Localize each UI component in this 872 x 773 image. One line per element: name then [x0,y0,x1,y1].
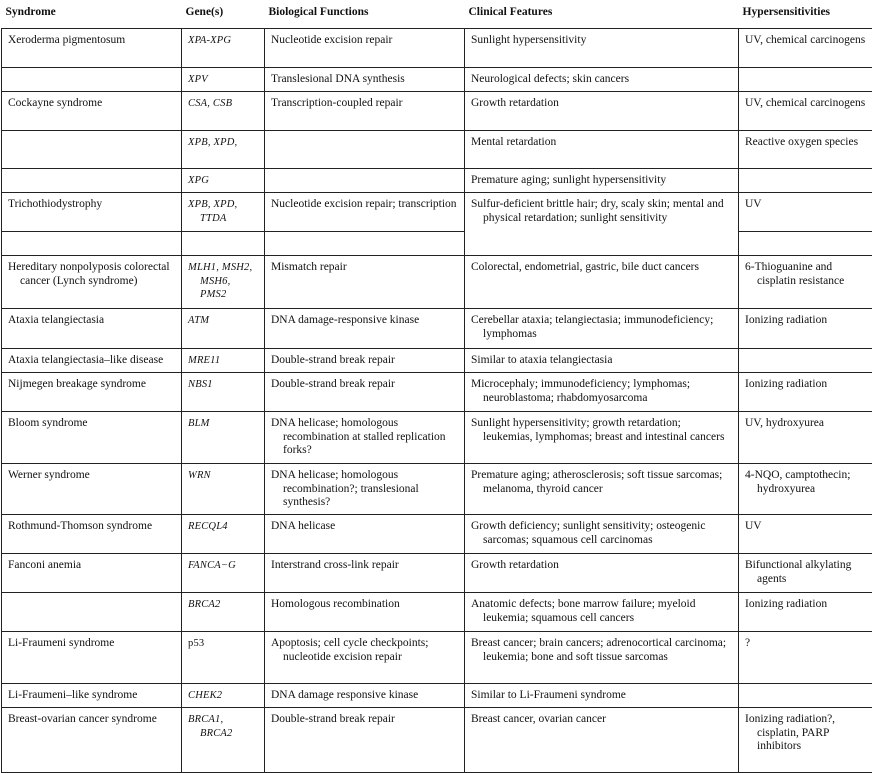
header-biological-functions: Biological Functions [265,0,465,29]
syndrome-text: Bloom syndrome [8,417,175,431]
syndrome-cell [2,68,182,92]
table-row [2,373,872,412]
genes-cell [182,515,265,554]
hypersensitivity-cell [739,256,872,309]
table-row [2,464,872,515]
table-row [2,349,872,373]
genes-text: ATM [188,314,258,328]
hypersensitivity-cell [739,684,872,708]
hypersensitivity-cell [739,131,872,169]
syndrome-text: Fanconi anemia [8,559,175,573]
function-text: DNA damage-responsive kinase [271,314,458,328]
function-cell [265,256,465,309]
hypersensitivity-text: Ionizing radiation [745,378,866,392]
clinical-cell [465,169,739,193]
syndrome-cell [2,193,182,232]
syndrome-text: Cockayne syndrome [8,97,175,111]
header-hypersensitivities: Hypersensitivities [739,0,872,29]
genes-text: NBS1 [188,378,258,392]
function-text: Double-strand break repair [271,354,458,368]
genes-cell [182,131,265,169]
function-cell [265,464,465,515]
genes-cell [182,193,265,232]
clinical-cell [465,515,739,554]
header-row [2,0,872,29]
syndrome-cell [2,593,182,632]
clinical-text: Sunlight hypersensitivity; growth retardation; leukemias, lymphomas; breast and intestinal cancers [471,417,732,444]
genes-cell [182,349,265,373]
genes-text: XPV [188,73,258,87]
clinical-cell [465,193,739,256]
genes-cell [182,232,265,256]
genes-text: p53 [188,637,258,651]
clinical-text: Sunlight hypersensitivity [471,34,732,48]
function-cell [265,515,465,554]
syndrome-cell [2,349,182,373]
function-cell [265,632,465,684]
function-cell [265,554,465,593]
hypersensitivity-text: ? [745,637,866,651]
hypersensitivity-cell [739,632,872,684]
hypersensitivity-text: Bifunctional alkylating agents [745,559,866,586]
clinical-cell [465,68,739,92]
genes-text: MRE11 [188,354,258,368]
function-cell [265,131,465,169]
function-cell [265,68,465,92]
hypersensitivity-text: UV [745,520,866,534]
function-text: Nucleotide excision repair; transcription [271,198,458,212]
clinical-text: Mental retardation [471,136,732,150]
function-text: Double-strand break repair [271,378,458,392]
clinical-cell [465,131,739,169]
syndrome-text: Werner syndrome [8,469,175,483]
function-text: DNA helicase [271,520,458,534]
hypersensitivity-cell [739,29,872,68]
function-cell [265,193,465,232]
clinical-text: Similar to Li-Fraumeni syndrome [471,689,732,703]
hypersensitivity-cell [739,554,872,593]
syndrome-text: Ataxia telangiectasia–like disease [8,354,175,368]
table-row [2,309,872,349]
syndrome-text: Li-Fraumeni–like syndrome [8,689,175,703]
genes-cell [182,554,265,593]
clinical-text: Microcephaly; immunodeficiency; lymphomas; neuroblastoma; rhabdomyosarcoma [471,378,732,405]
clinical-text: Neurological defects; skin cancers [471,73,732,87]
function-text: Translesional DNA synthesis [271,73,458,87]
hypersensitivity-cell [739,515,872,554]
genes-cell [182,708,265,773]
hypersensitivity-text: Ionizing radiation [745,598,866,612]
syndrome-text: Breast-ovarian cancer syndrome [8,713,175,727]
hypersensitivity-text: UV, hydroxyurea [745,417,866,431]
genes-text: WRN [188,469,258,483]
genes-cell [182,92,265,131]
syndrome-text: Nijmegen breakage syndrome [8,378,175,392]
table-row [2,554,872,593]
clinical-text: Similar to ataxia telangiectasia [471,354,732,368]
table-row [2,684,872,708]
clinical-text: Colorectal, endometrial, gastric, bile duct cancers [471,261,732,275]
syndrome-text: Li-Fraumeni syndrome [8,637,175,651]
hypersensitivity-cell [739,593,872,632]
genes-cell [182,68,265,92]
genes-text: XPB, XPD, TTDA [188,198,258,225]
syndrome-text: Xeroderma pigmentosum [8,34,175,48]
hypersensitivity-cell [739,68,872,92]
genes-cell [182,412,265,464]
genes-text: MLH1, MSH2, MSH6, PMS2 [188,261,258,302]
syndrome-cell [2,684,182,708]
syndrome-cell [2,708,182,773]
hypersensitivity-text: 6-Thioguanine and cisplatin resistance [745,261,866,288]
clinical-text: Cerebellar ataxia; telangiectasia; immunodeficiency; lymphomas [471,314,732,341]
table-row [2,131,872,169]
table-row [2,29,872,68]
genes-cell [182,169,265,193]
clinical-text: Sulfur-deficient brittle hair; dry, scaly skin; mental and physical retardation; sunlight sensitivity [471,198,732,225]
hypersensitivity-cell [739,309,872,349]
function-text: DNA damage responsive kinase [271,689,458,703]
function-cell [265,684,465,708]
hypersensitivity-text: UV, chemical carcinogens [745,34,866,48]
hypersensitivity-text: Ionizing radiation [745,314,866,328]
clinical-cell [465,256,739,309]
clinical-cell [465,373,739,412]
function-cell [265,349,465,373]
syndrome-cell [2,92,182,131]
syndrome-cell [2,515,182,554]
hypersensitivity-cell [739,92,872,131]
clinical-cell [465,92,739,131]
function-text: Apoptosis; cell cycle checkpoints; nucleotide excision repair [271,637,458,664]
table-row [2,232,872,256]
clinical-text: Breast cancer, ovarian cancer [471,713,732,727]
genes-text: RECQL4 [188,520,258,534]
function-text: Double-strand break repair [271,713,458,727]
clinical-cell [465,349,739,373]
hypersensitivity-text: Ionizing radiation?, cisplatin, PARP inhibitors [745,713,866,754]
table-row [2,193,872,232]
table-row [2,593,872,632]
genes-text: XPG [188,174,258,188]
syndrome-text: Ataxia telangiectasia [8,314,175,328]
clinical-text: Growth retardation [471,559,732,573]
syndrome-table [1,0,872,773]
hypersensitivity-cell [739,412,872,464]
function-text: DNA helicase; homologous recombination at stalled replication forks? [271,417,458,458]
syndrome-cell [2,412,182,464]
function-cell [265,92,465,131]
hypersensitivity-cell [739,464,872,515]
function-text: Transcription-coupled repair [271,97,458,111]
syndrome-cell [2,131,182,169]
function-cell [265,29,465,68]
syndrome-cell [2,554,182,593]
genes-cell [182,309,265,349]
genes-cell [182,373,265,412]
genes-cell [182,29,265,68]
function-cell [265,373,465,412]
syndrome-cell [2,29,182,68]
table-row [2,412,872,464]
clinical-cell [465,632,739,684]
genes-text: XPA-XPG [188,34,258,48]
clinical-cell [465,29,739,68]
hypersensitivity-cell [739,232,872,256]
clinical-text: Premature aging; sunlight hypersensitivity [471,174,732,188]
function-text: DNA helicase; homologous recombination?; translesional synthesis? [271,469,458,510]
genes-text: BRCA2 [188,598,258,612]
genes-cell [182,256,265,309]
header-genes: Gene(s) [182,0,265,29]
clinical-cell [465,593,739,632]
clinical-cell [465,309,739,349]
function-cell [265,232,465,256]
hypersensitivity-text: UV, chemical carcinogens [745,97,866,111]
table-row [2,515,872,554]
clinical-text: Premature aging; atherosclerosis; soft tissue sarcomas; melanoma, thyroid cancer [471,469,732,496]
header-clinical-features: Clinical Features [465,0,739,29]
clinical-cell [465,554,739,593]
table-row [2,708,872,773]
function-cell [265,412,465,464]
table-row [2,68,872,92]
syndrome-cell [2,464,182,515]
clinical-text: Growth deficiency; sunlight sensitivity; osteogenic sarcomas; squamous cell carcinomas [471,520,732,547]
syndrome-text: Trichothiodystrophy [8,198,175,212]
genes-cell [182,684,265,708]
clinical-text: Breast cancer; brain cancers; adrenocortical carcinoma; leukemia; bone and soft tissue sarcomas [471,637,732,664]
function-cell [265,708,465,773]
hypersensitivity-cell [739,169,872,193]
clinical-text: Growth retardation [471,97,732,111]
function-text: Homologous recombination [271,598,458,612]
syndrome-cell [2,232,182,256]
hypersensitivity-text: 4-NQO, camptothecin; hydroxyurea [745,469,866,496]
syndrome-cell [2,373,182,412]
syndrome-cell [2,632,182,684]
genes-text: CHEK2 [188,689,258,703]
clinical-cell [465,412,739,464]
table-row [2,169,872,193]
function-cell [265,309,465,349]
function-cell [265,593,465,632]
function-text: Interstrand cross-link repair [271,559,458,573]
clinical-cell [465,708,739,773]
genes-text: CSA, CSB [188,97,258,111]
hypersensitivity-cell [739,193,872,232]
syndrome-cell [2,169,182,193]
header-syndrome: Syndrome [2,0,182,29]
clinical-text: Anatomic defects; bone marrow failure; myeloid leukemia; squamous cell cancers [471,598,732,625]
syndrome-text: Rothmund-Thomson syndrome [8,520,175,534]
genes-cell [182,464,265,515]
function-cell [265,169,465,193]
hypersensitivity-cell [739,708,872,773]
genes-text: BLM [188,417,258,431]
table-row [2,256,872,309]
clinical-cell [465,684,739,708]
genes-cell [182,632,265,684]
genes-text: FANCA−G [188,559,258,573]
genes-text: XPB, XPD, [188,136,258,150]
hypersensitivity-cell [739,349,872,373]
table-row [2,92,872,131]
clinical-cell [465,464,739,515]
hypersensitivity-text: UV [745,198,866,212]
hypersensitivity-text: Reactive oxygen species [745,136,866,150]
syndrome-cell [2,309,182,349]
function-text: Nucleotide excision repair [271,34,458,48]
syndrome-text: Hereditary nonpolyposis colorectal cancer (Lynch syndrome) [8,261,175,288]
hypersensitivity-cell [739,373,872,412]
function-text: Mismatch repair [271,261,458,275]
genes-cell [182,593,265,632]
syndrome-cell [2,256,182,309]
genes-text: BRCA1, BRCA2 [188,713,258,740]
table-row [2,632,872,684]
